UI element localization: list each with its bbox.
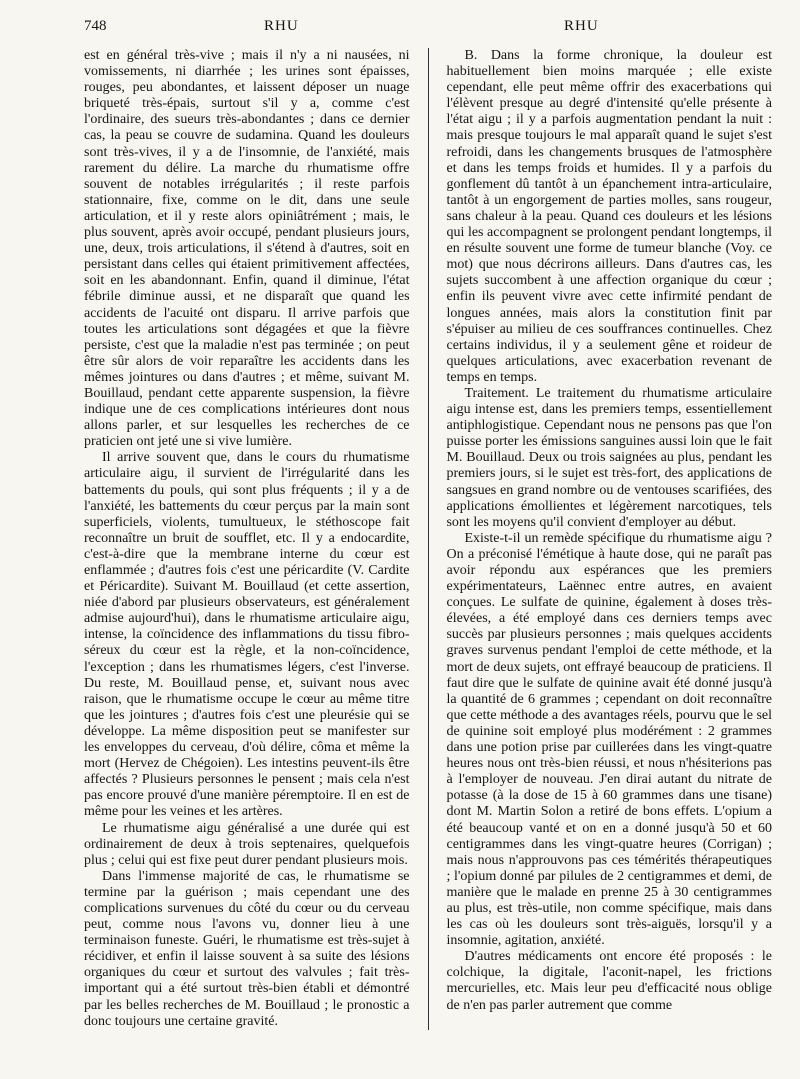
paragraph: Existe-t-il un remède spécifique du rhumatisme aigu ? On a préconisé l'émétique à haute dose, qui ne paraît pas avoir répondu aux espérances que les premiers expérimentateurs, Laënnec entre autres, en avaient conçues. Le sulfate de quinine, également à doses très-élevées, a été employé dans ces derniers temps avec succès par plusieurs personnes ; mais quelques accidents graves survenus pendant l'emploi de cette méthode, et la mort de deux sujets, ont effrayé beaucoup de praticiens. Il faut dire que le sulfate de quinine avait été donné jusqu'à la quantité de 6 grammes ; cependant on doit reconnaître que cette méthode a des avantages réels, pourvu que le sel de quinine soit employé plus modérément : 2 grammes dans une potion prise par cuillerées dans les vingt-quatre heures nous ont très-bien réussi, et nous n'hésiterions pas à l'employer de nouveau. J'en dirai autant du nitrate de potasse (à la dose de 15 à 60 grammes dans une tisane) dont M. Martin Solon a retiré de bons effets. L'opium a été beaucoup vanté et on en a donné jusqu'à 50 et 60 centigrammes dans les vingt-quatre heures (Corrigan) ; mais nous n'approuvons pas ces témérités thérapeutiques ; l'opium donné par pilules de 2 centigrammes et demi, de manière que le malade en prenne 25 à 30 centigrammes au plus, est très-utile, non comme spécifique, mais dans les cas où les douleurs sont très-aiguës, lorsqu'il y a insomnie, agitation, anxiété. <box>446 530 772 949</box>
paragraph: B. Dans la forme chronique, la douleur est habituellement bien moins marquée ; elle existe cependant, elle peut même offrir des exacerbations qui l'élèvent presque au degré d'intensité qu'elle présente à l'état aigu ; il y a parfois augmentation pendant la nuit : mais presque toujours le mal apparaît quand le sujet s'est refroidi, dans les changements brusques de l'atmosphère et dans les temps froids et humides. Il y a parfois du gonflement dû tantôt à un épanchement intra-articulaire, tantôt à un engorgement de parties molles, sans rougeur, sans chaleur à la peau. Quand ces douleurs et les lésions qui les accompagnent se prolongent pendant longtemps, il en résulte souvent une forme de tumeur blanche (Voy. ce mot) que nous décrirons ailleurs. Dans d'autres cas, les sujets succombent à une affection organique du cœur ; enfin ils peuvent vivre avec cette infirmité pendant de longues années, mais alors la constitution finit par s'épuiser au milieu de ces souffrances continuelles. Chez certains individus, il y a seulement gêne et roideur de quelques articulations, avec exacerbation revenant de temps en temps. <box>446 48 772 385</box>
paragraph: Il arrive souvent que, dans le cours du rhumatisme articulaire aigu, il survient de l'irrégularité dans les battements du pouls, qui sont plus fréquents ; il y a de l'anxiété, les battements du cœur perçus par la main sont superficiels, violents, tumultueux, le stéthoscope fait reconnaître un bruit de soufflet, etc. Il y a endocardite, c'est-à-dire que la membrane interne du cœur est enflammée ; d'autres fois c'est une péricardite (V. Cardite et Péricardite). Suivant M. Bouillaud (et cette assertion, niée d'abord par plusieurs observateurs, est généralement admise aujourd'hui), dans le rhumatisme articulaire aigu, intense, la coïncidence des inflammations du tissu fibro-séreux du cœur est la règle, et la non-coïncidence, l'exception ; dans les rhumatismes légers, c'est l'inverse. Du reste, M. Bouillaud pense, et, suivant nous avec raison, que le rhumatisme occupe le cœur au même titre que les jointures ; d'autres fois c'est une pleurésie qui se développe. La même disposition peut se manifester sur les enveloppes du cerveau, d'où délire, côma et même la mort (Hervez de Chégoien). Les intestins peuvent-ils être affectés ? Plusieurs personnes le pensent ; mais cela n'est pas encore prouvé d'une manière péremptoire. Il en est de même pour les veines et les artères. <box>84 450 410 820</box>
text-columns <box>84 48 772 1030</box>
running-head-left: RHU <box>264 18 299 34</box>
paragraph: D'autres médicaments ont encore été proposés : le colchique, la digitale, l'aconit-napel, les frictions mercurielles, etc. Mais leur peu d'efficacité nous oblige de n'en pas parler autrement que comme <box>446 949 772 1013</box>
running-head-right: RHU <box>564 18 599 34</box>
left-column <box>84 48 410 1030</box>
page-number: 748 <box>84 18 107 34</box>
paragraph: Dans l'immense majorité de cas, le rhumatisme se termine par la guérison ; mais cependant une des complications survenues du côté du cœur ou du cerveau peut, comme nous l'avons vu, donner lieu à une terminaison funeste. Guéri, le rhumatisme est très-sujet à récidiver, et enfin il laisse souvent à sa suite des lésions organiques du cœur et surtout des valvules ; fait très-important qui a été surtout très-bien établi et démontré par les belles recherches de M. Bouillaud ; le pronostic a donc toujours une certaine gravité. <box>84 868 410 1029</box>
paragraph: Traitement. Le traitement du rhumatisme articulaire aigu intense est, dans les premiers temps, essentiellement antiphlogistique. Cependant nous ne pensons pas que l'on puisse porter les émissions sanguines aussi loin que le fait M. Bouillaud. Deux ou trois saignées au plus, pendant les premiers jours, si le sujet est très-fort, des applications de sangsues en grand nombre ou de ventouses scarifiées, des applications émollientes et légèrement narcotiques, tels sont les moyens qu'il convient d'employer au début. <box>446 385 772 530</box>
paragraph: Le rhumatisme aigu généralisé a une durée qui est ordinairement de deux à trois septenaires, quelquefois plus ; celui qui est fixe peut durer pendant plusieurs mois. <box>84 820 410 868</box>
page-header <box>84 14 772 48</box>
paragraph: est en général très-vive ; mais il n'y a ni nausées, ni vomissements, ni diarrhée ; les urines sont épaisses, rouges, peu abondantes, et laissent déposer un nuage briqueté très-épais, surtout s'il y a, comme c'est l'ordinaire, des sueurs très-abondantes ; dans ce dernier cas, la peau se couvre de sudamina. Quand les douleurs sont très-vives, il y a de l'insomnie, de l'anxiété, mais rarement du délire. La marche du rhumatisme offre souvent de notables irrégularités ; il reste parfois stationnaire, fixe, comme on le dit, dans une seule articulation, et il y reste alors opiniâtrément ; mais, le plus souvent, après avoir occupé, pendant plusieurs jours, une, deux, trois articulations, il s'étend à d'autres, soit en persistant dans celles qui étaient primitivement affectées, soit en les abandonnant. Enfin, quand il diminue, l'état fébrile diminue aussi, et ne disparaît que quand les accidents de l'acuité ont disparu. Il arrive parfois que toutes les articulations sont dégagées et que la fièvre persiste, c'est que la maladie n'est pas terminée ; on peut être sûr alors de voir reparaître les accidents dans les mêmes jointures ou dans d'autres ; et même, suivant M. Bouillaud, pendant cette apparente suspension, la fièvre indique une de ces complications intérieures dont nous allons parler, et sur lesquelles les recherches de ce praticien ont jeté une si vive lumière. <box>84 48 410 450</box>
right-column <box>446 48 772 1030</box>
column-divider <box>428 48 429 1030</box>
